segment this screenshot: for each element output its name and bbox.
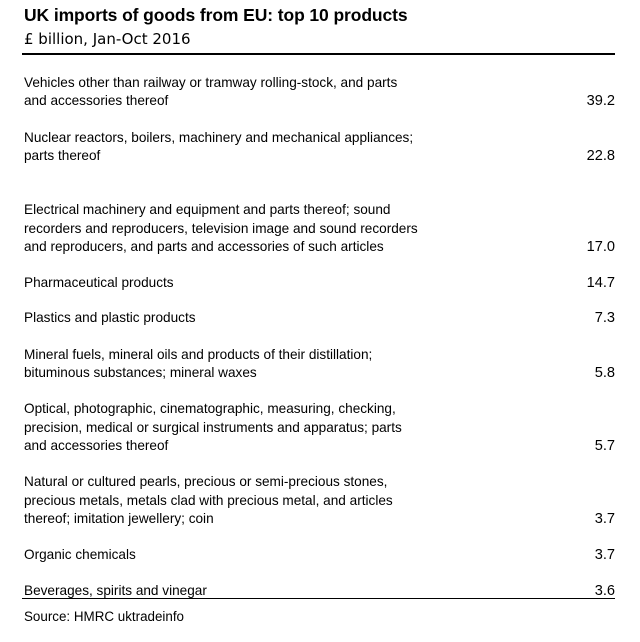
table-row [24,201,615,256]
row-label-line: Vehicles other than railway or tramway rolling-stock, and parts [24,74,398,90]
table-row [24,74,615,110]
row-value: 3.7 [594,510,615,527]
row-label-line: Optical, photographic, cinematographic, measuring, checking, [24,401,396,417]
row-label [24,129,413,165]
row-label-line: Natural or cultured pearls, precious or semi-precious stones, [24,474,388,490]
table-row [24,546,615,564]
row-label-line: precious metals, metals clad with precious metal, and articles [24,492,393,508]
row-label [24,74,397,110]
table-row [24,346,615,382]
row-label-line: thereof; imitation jewellery; coin [24,510,214,526]
row-label-line: Mineral fuels, mineral oils and products of their distillation; [24,346,373,362]
table-row [24,473,615,528]
row-value: 3.7 [594,546,615,563]
row-label-line: Pharmaceutical products [24,274,174,290]
row-value: 7.3 [594,309,615,326]
row-label-line: and reproducers, and parts and accessories of such articles [24,238,384,254]
table-row [24,400,615,455]
row-label-line: and accessories thereof [24,437,169,453]
row-label-line: Organic chemicals [24,546,136,562]
table-row [24,274,615,292]
row-value: 5.8 [594,364,615,381]
row-label [24,400,402,455]
row-label-line: Beverages, spirits and vinegar [24,582,207,598]
row-label-line: recorders and reproducers, television image and sound recorders [24,220,418,236]
row-value: 22.8 [586,147,615,164]
chart-title: UK imports of goods from EU: top 10 products [24,5,408,25]
row-value: 39.2 [586,92,615,109]
row-value: 5.7 [594,437,615,454]
table-row [24,129,615,165]
header-rule [22,53,615,55]
source-note: Source: HMRC uktradeinfo [24,609,185,624]
row-value: 17.0 [586,238,615,255]
row-label-line: bituminous substances; mineral waxes [24,364,257,380]
row-label-line: Electrical machinery and equipment and parts thereof; sound [24,202,391,218]
footer-rule [22,598,615,599]
row-value: 14.7 [586,274,615,291]
row-label [24,546,136,564]
row-label-line: Plastics and plastic products [24,309,196,325]
row-label [24,346,372,382]
row-label-line: Nuclear reactors, boilers, machinery and mechanical appliances; [24,129,414,145]
table-row [24,309,615,327]
chart-subtitle: £ billion, Jan-Oct 2016 [24,30,191,48]
row-value: 3.6 [594,582,615,599]
row-label-line: and accessories thereof [24,92,169,108]
row-label [24,473,393,528]
row-label-line: precision, medical or surgical instruments and apparatus; parts [24,419,402,435]
row-label [24,309,196,327]
row-label [24,201,418,256]
row-label-line: parts thereof [24,147,101,163]
row-label [24,274,174,292]
